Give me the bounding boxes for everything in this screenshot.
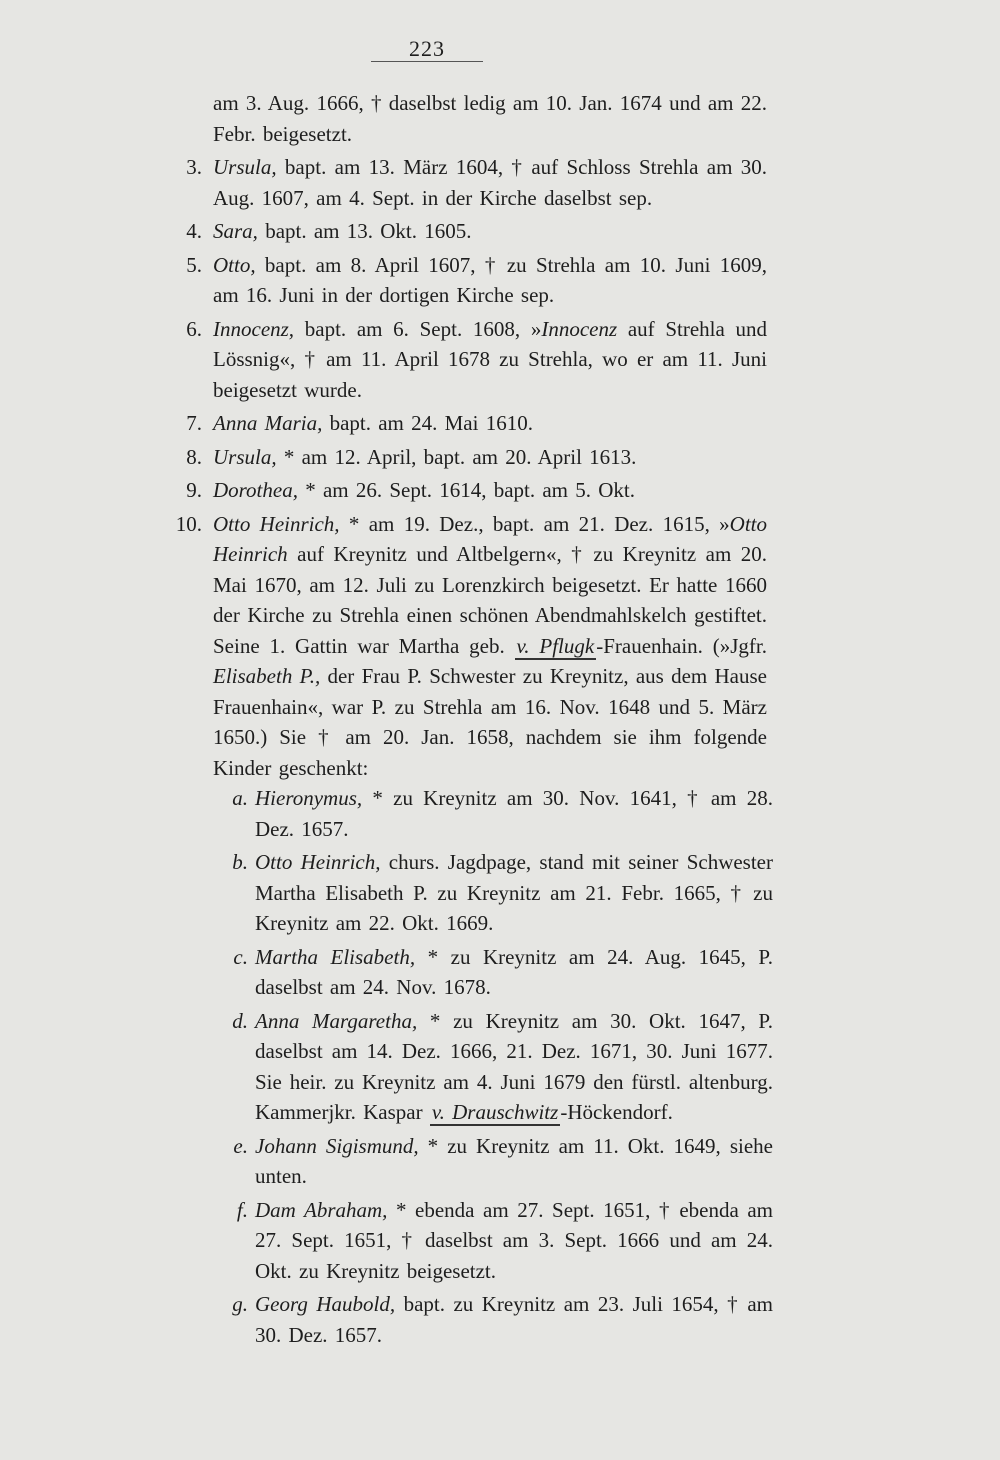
entry-number: 9. (186, 478, 202, 502)
continuation-text: am 3. Aug. 1666, † daselbst ledig am 10. Jan. 1674 und am 22. Febr. beigesetzt. (213, 91, 767, 146)
entry-number: 8. (186, 444, 202, 469)
entry-3 (0, 152, 1000, 213)
person-name: Otto, (213, 252, 256, 277)
child-entry-d (0, 1006, 1000, 1128)
entry-text: Dorothea, * am 26. Sept. 1614, bapt. am 5. Okt. (213, 478, 636, 502)
child-entry-g (0, 1289, 1000, 1350)
person-name: Johann Sigismund, (255, 1133, 419, 1158)
child-entry-f (0, 1195, 1000, 1287)
child-entry-a (0, 783, 1000, 844)
person-name: Ursula, (213, 444, 277, 469)
entry-text: Innocenz, bapt. am 6. Sept. 1608, »Innocenz auf Strehla und Lössnig«, † am 11. April 1678 zu Strehla, wo er am 11. Juni beigesetzt wurde. (213, 316, 767, 402)
entry-text: Ursula, bapt. am 13. März 1604, † auf Schloss Strehla am 30. Aug. 1607, am 4. Sept. in der Kirche daselbst sep. (213, 155, 767, 210)
entry-number: 4. (186, 219, 202, 243)
person-name: Ursula, (213, 155, 277, 179)
person-name: Otto Heinrich (213, 511, 767, 566)
person-name: Martha Elisabeth, (255, 944, 416, 969)
entry-6 (0, 314, 1000, 406)
child-letter: g. (232, 1292, 248, 1316)
person-name: Hieronymus, (255, 786, 363, 810)
person-name: Dam Abraham, (255, 1197, 388, 1222)
child-text: Dam Abraham, * ebenda am 27. Sept. 1651, † ebenda am 27. Sept. 1651, † daselbst am 3. Sept. 1666 und am 24. Okt. zu Kreynitz beigesetzt. (255, 1197, 773, 1283)
person-name: Anna Margaretha, (255, 1008, 418, 1033)
person-name: Anna Maria, (213, 411, 323, 435)
child-text: Anna Margaretha, * zu Kreynitz am 30. Okt. 1647, P. daselbst am 14. Dez. 1666, 21. Dez. 1671, 30. Juni 1677. Sie heir. zu Kreynitz am 4. Juni 1679 den fürstl. altenburg. Kammerjkr. Kaspar v. Drauschwitz-Höckendorf. (255, 1008, 773, 1124)
person-name: Dorothea, (213, 478, 298, 502)
entry-text: Otto, bapt. am 8. April 1607, † zu Strehla am 10. Juni 1609, am 16. Juni in der dortigen Kirche sep. (213, 252, 767, 307)
entry-10 (0, 509, 1000, 1351)
child-letter: f. (236, 1197, 248, 1222)
person-name: Otto Heinrich, (213, 511, 340, 536)
underlined-family-name: v. Drauschwitz (431, 1100, 559, 1124)
entry-9 (0, 475, 1000, 506)
entry-5 (0, 250, 1000, 311)
child-entry-b (0, 847, 1000, 939)
person-name: Innocenz (541, 316, 618, 341)
entry-text: Otto Heinrich, * am 19. Dez., bapt. am 21. Dez. 1615, »Otto Heinrich auf Kreynitz und Altbelgern«, † zu Kreynitz am 20. Mai 1670, am 12. Juli zu Lorenzkirch beigesetzt. Er hatte 1660 der Kirche zu Strehla einen schönen Abendmahlskelch gestiftet. Seine 1. Gattin war Martha geb. v. Pflugk-Frauenhain. (»Jgfr. Elisabeth P., der Frau P. Schwester zu Kreynitz, aus dem Hause Frauenhain«, war P. zu Strehla am 16. Nov. 1648 und 5. März 1650.) Sie † am 20. Jan. 1658, nachdem sie ihm folgende Kinder geschenkt: (213, 511, 767, 780)
entry-number: 10. (175, 511, 202, 536)
child-letter: e. (233, 1133, 248, 1158)
person-name: Elisabeth P., (213, 664, 321, 688)
entry-7 (0, 408, 1000, 439)
child-entry-c (0, 942, 1000, 1003)
entry-text: Anna Maria, bapt. am 24. Mai 1610. (213, 411, 533, 435)
person-name: Georg Haubold, (255, 1292, 396, 1316)
person-name: Otto Heinrich, (255, 850, 381, 874)
child-entry-e (0, 1131, 1000, 1192)
continuation-paragraph (0, 88, 1000, 149)
child-letter: c. (233, 944, 248, 969)
child-text: Otto Heinrich, churs. Jagdpage, stand mit seiner Schwester Martha Elisabeth P. zu Kreynitz am 21. Febr. 1665, † zu Kreynitz am 22. Okt. 1669. (255, 850, 773, 935)
child-text: Hieronymus, * zu Kreynitz am 30. Nov. 1641, † am 28. Dez. 1657. (255, 786, 773, 841)
child-letter: a. (232, 786, 248, 810)
child-letter: b. (232, 850, 248, 874)
entry-number: 7. (186, 411, 202, 435)
entry-4 (0, 216, 1000, 247)
person-name: Sara, (213, 219, 258, 243)
entry-number: 3. (186, 155, 202, 179)
child-text: Johann Sigismund, * zu Kreynitz am 11. Okt. 1649, siehe unten. (255, 1133, 773, 1188)
underlined-family-name: v. Pflugk (516, 633, 595, 658)
child-text: Martha Elisabeth, * zu Kreynitz am 24. Aug. 1645, P. daselbst am 24. Nov. 1678. (255, 944, 773, 999)
entry-8 (0, 442, 1000, 473)
entry-number: 5. (186, 252, 202, 277)
child-text: Georg Haubold, bapt. zu Kreynitz am 23. Juli 1654, † am 30. Dez. 1657. (255, 1292, 773, 1347)
entry-number: 6. (186, 316, 202, 341)
entry-text: Ursula, * am 12. April, bapt. am 20. April 1613. (213, 444, 637, 469)
entry-list (0, 88, 1000, 1353)
person-name: Innocenz, (213, 316, 295, 341)
page-number-rule (371, 61, 483, 62)
entry-text: Sara, bapt. am 13. Okt. 1605. (213, 219, 472, 243)
child-letter: d. (232, 1008, 248, 1033)
page-number: 223 (409, 36, 445, 61)
